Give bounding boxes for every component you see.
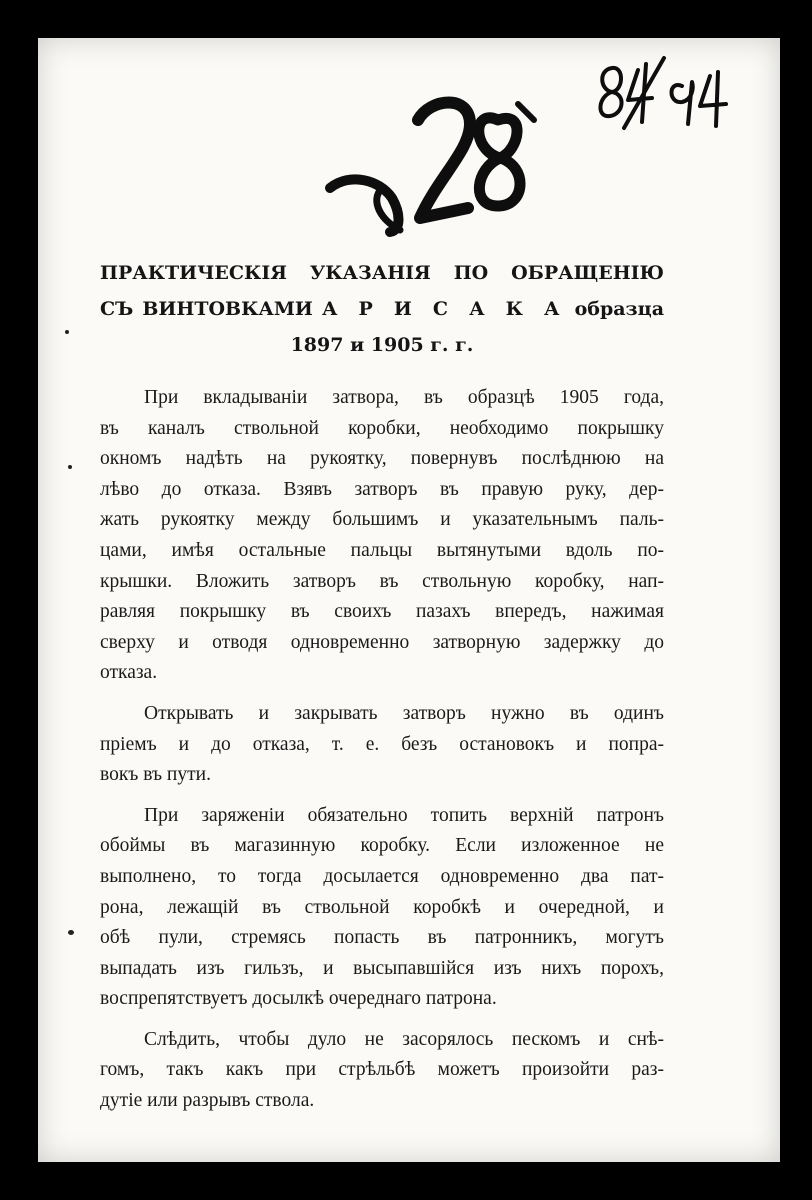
text-line: отказа.: [100, 662, 158, 684]
paragraph: [100, 1025, 664, 1117]
text-line: рона, лежащій въ ствольной коробкѣ и очередной, и: [100, 896, 664, 918]
title-arisaka: А Р И С А К А: [321, 298, 566, 320]
text-line: выпадать изъ гильзъ, и высыпавшійся изъ нихъ порохъ,: [100, 957, 664, 979]
handwritten-page-number: [320, 80, 560, 240]
text-line: равляя покрышку въ своихъ пазахъ впередъ, нажимая: [100, 601, 664, 623]
document-title: [100, 255, 664, 363]
text-line: Открывать и закрывать затворъ нужно въ одинъ: [144, 702, 664, 724]
text-line: дутіе или разрывъ ствола.: [100, 1090, 315, 1112]
text-line: обоймы въ магазинную коробку. Если изложенное не: [100, 835, 664, 857]
text-line: При вкладываніи затвора, въ образцѣ 1905 года,: [144, 387, 664, 408]
title-line-3: 1897 и 1905 г. г.: [290, 334, 474, 356]
text-line: выполнено, то тогда досылается одновременно два пат-: [100, 865, 664, 887]
title-line-2-part-c: образца: [574, 298, 665, 320]
text-line: въ каналъ ствольной коробки, необходимо покрышку: [100, 417, 664, 439]
text-line: гомъ, такъ какъ при стрѣльбѣ можетъ произойти раз-: [100, 1059, 664, 1081]
title-line-2-part-a: СЪ ВИНТОВКАМИ: [100, 298, 313, 320]
text-line: пріемъ и до отказа, т. е. безъ остановокъ и попра-: [100, 733, 664, 755]
text-line: цами, имѣя остальные пальцы вытянутыми вдоль по-: [100, 539, 664, 561]
text-line: сверху и отводя одновременно затворную задержку до: [100, 631, 664, 653]
text-line: вокъ въ пути.: [100, 764, 211, 786]
ink-speck: [65, 330, 69, 334]
paragraph: [100, 801, 664, 1015]
text-line: крышки. Вложить затворъ въ ствольную коробку, нап-: [100, 570, 664, 592]
paragraph: [100, 699, 664, 791]
ink-speck: [68, 930, 74, 935]
ink-speck: [68, 465, 72, 469]
text-line: жать рукоятку между большимъ и указательнымъ паль-: [100, 509, 664, 531]
document-body: [100, 383, 664, 1127]
handwritten-corner-mark: [594, 50, 734, 140]
paragraph: [100, 383, 664, 689]
text-line: воспрепятствуетъ досылкѣ очереднаго патрона.: [100, 988, 497, 1010]
title-line-1: ПРАКТИЧЕСКІЯ УКАЗАНІЯ ПО ОБРАЩЕНІЮ: [100, 262, 664, 284]
text-line: окномъ надѣть на рукоятку, повернувъ послѣднюю на: [100, 448, 664, 470]
text-line: лѣво до отказа. Взявъ затворъ въ правую руку, дер-: [100, 478, 664, 500]
text-line: Слѣдить, чтобы дуло не засорялось пескомъ и снѣ-: [144, 1028, 664, 1050]
title-line-2: [100, 291, 664, 327]
text-line: При заряженіи обязательно топить верхній патронъ: [144, 804, 664, 826]
text-line: обѣ пули, стремясь попасть въ патронникъ, могутъ: [100, 927, 664, 949]
